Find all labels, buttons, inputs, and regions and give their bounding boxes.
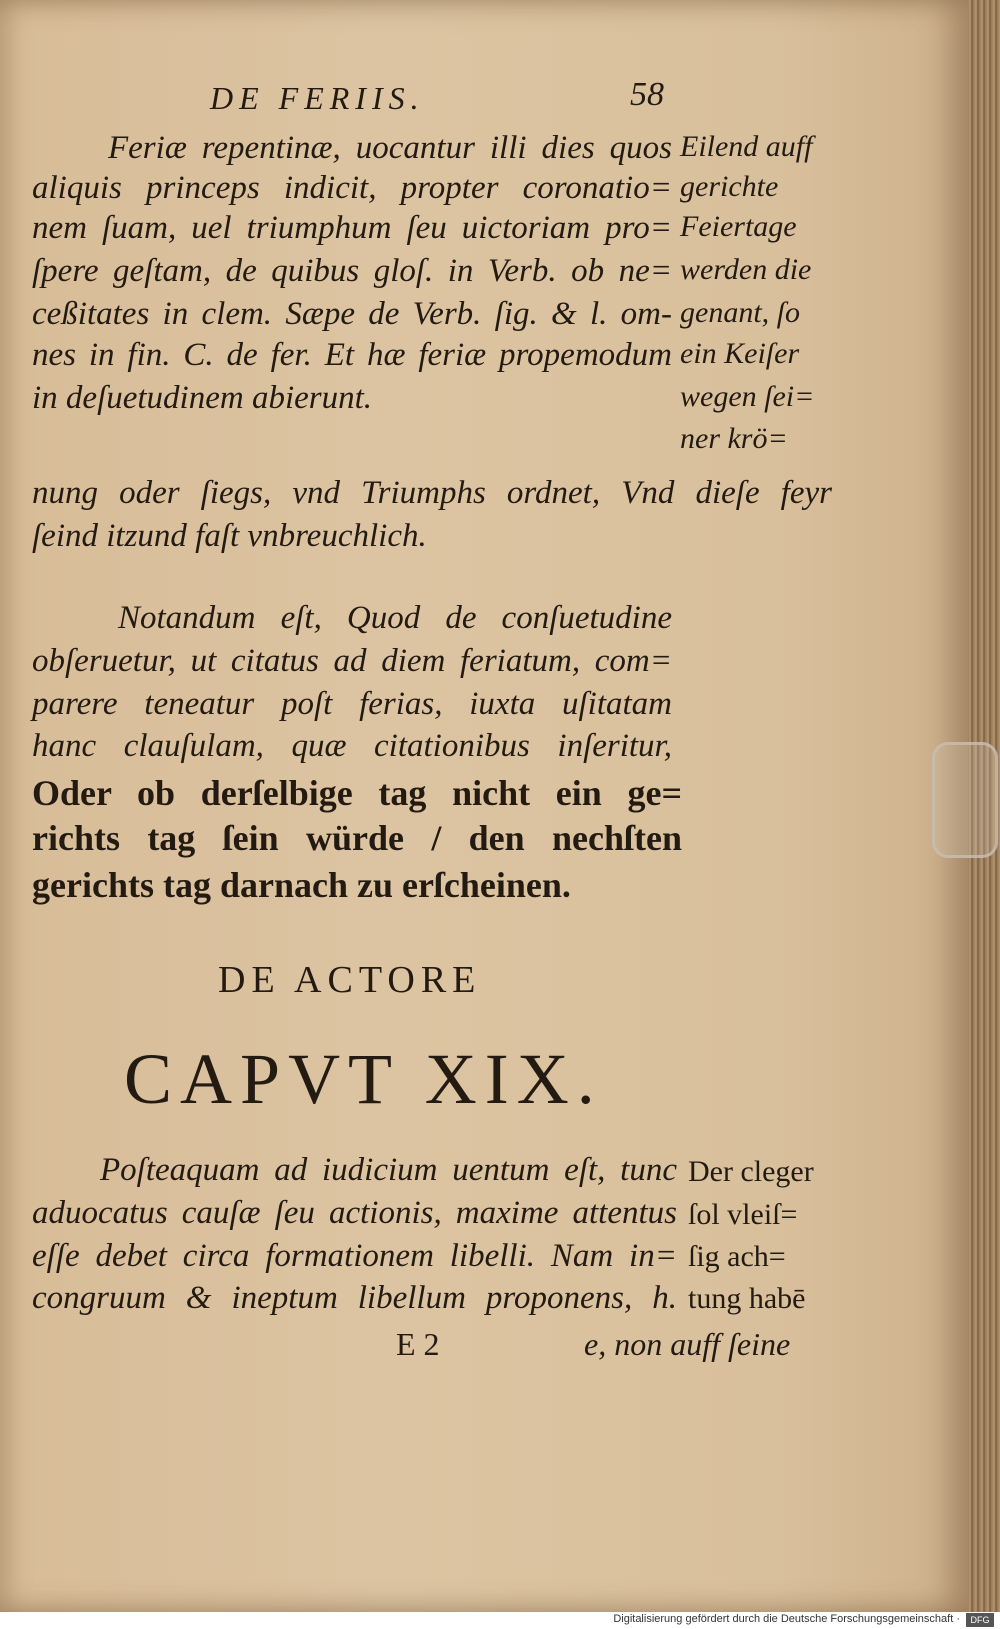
german-blackletter-line: gerichts tag darnach zu erſcheinen. — [32, 865, 571, 905]
german-continuation-line: nung oder ſiegs, vnd Triumphs ordnet, Vnd dieſe feyr — [32, 475, 832, 511]
latin-line: obſeruetur, ut citatus ad diem feriatum, com= — [32, 643, 672, 679]
dfg-logo: DFG — [966, 1613, 994, 1627]
latin-line: in deſuetudinem abierunt. — [32, 380, 373, 416]
german-continuation-line: ſeind itzund faſt vnbreuchlich. — [32, 518, 427, 554]
latin-line: Poſteaquam ad iudicium uentum eſt, tunc — [100, 1152, 677, 1188]
german-margin-line: werden die — [680, 253, 812, 286]
latin-line: nem ſuam, uel triumphum ſeu uictoriam pro= — [32, 210, 672, 246]
latin-line: aduocatus cauſæ ſeu actionis, maxime attentus — [32, 1195, 677, 1231]
latin-line: congruum & ineptum libellum proponens, h. — [32, 1280, 677, 1316]
german-margin-line: ſol vleiſ= — [688, 1198, 798, 1231]
german-margin-line: genant, ſo — [680, 296, 800, 329]
page-clip — [932, 742, 998, 858]
latin-line: eſſe debet circa formationem libelli. Nam in= — [32, 1238, 677, 1274]
signature-mark: E 2 — [396, 1326, 440, 1362]
german-blackletter-line: Oder ob derſelbige tag nicht ein ge= — [32, 773, 682, 813]
latin-line: Notandum eſt, Quod de conſuetudine — [118, 600, 672, 636]
latin-line: parere teneatur poſt ferias, iuxta uſitatam — [32, 686, 672, 722]
latin-line: ceßitates in clem. Sæpe de Verb. ſig. & l. om- — [32, 296, 672, 332]
german-margin-line: wegen ſei= — [680, 380, 815, 413]
german-blackletter-line: richts tag ſein würde / den nechſten — [32, 818, 682, 858]
german-margin-line: ner krö= — [680, 422, 788, 455]
german-margin-line: ein Keiſer — [680, 337, 800, 370]
digitization-footer — [0, 1612, 1000, 1629]
german-margin-line: Feiertage — [680, 210, 797, 243]
chapter-heading: CAPVT XIX. — [124, 1039, 603, 1119]
funding-credit: Digitalisierung gefördert durch die Deutsche Forschungsgemeinschaft · — [613, 1613, 960, 1625]
latin-line: nes in fin. C. de fer. Et hæ feriæ propemodum — [32, 337, 672, 373]
latin-line: ſpere geſtam, de quibus gloſ. in Verb. ob ne= — [32, 253, 672, 289]
german-margin-line: gerichte — [680, 170, 779, 203]
latin-line: Feriæ repentinæ, uocantur illi dies quos — [108, 130, 672, 166]
german-margin-line: ſig ach= — [688, 1240, 786, 1273]
catchword: e, non auff ſeine — [584, 1326, 791, 1362]
german-margin-line: tung habē — [688, 1282, 806, 1315]
page-number: 58 — [630, 76, 664, 113]
section-title: DE ACTORE — [218, 959, 482, 1001]
german-margin-line: Eilend auff — [680, 130, 813, 163]
german-margin-line: Der cleger — [688, 1155, 814, 1188]
running-title: DE FERIIS. — [210, 80, 425, 116]
latin-line: hanc clauſulam, quæ citationibus inſeritur, — [32, 728, 672, 764]
latin-line: aliquis princeps indicit, propter coronatio= — [32, 170, 672, 206]
